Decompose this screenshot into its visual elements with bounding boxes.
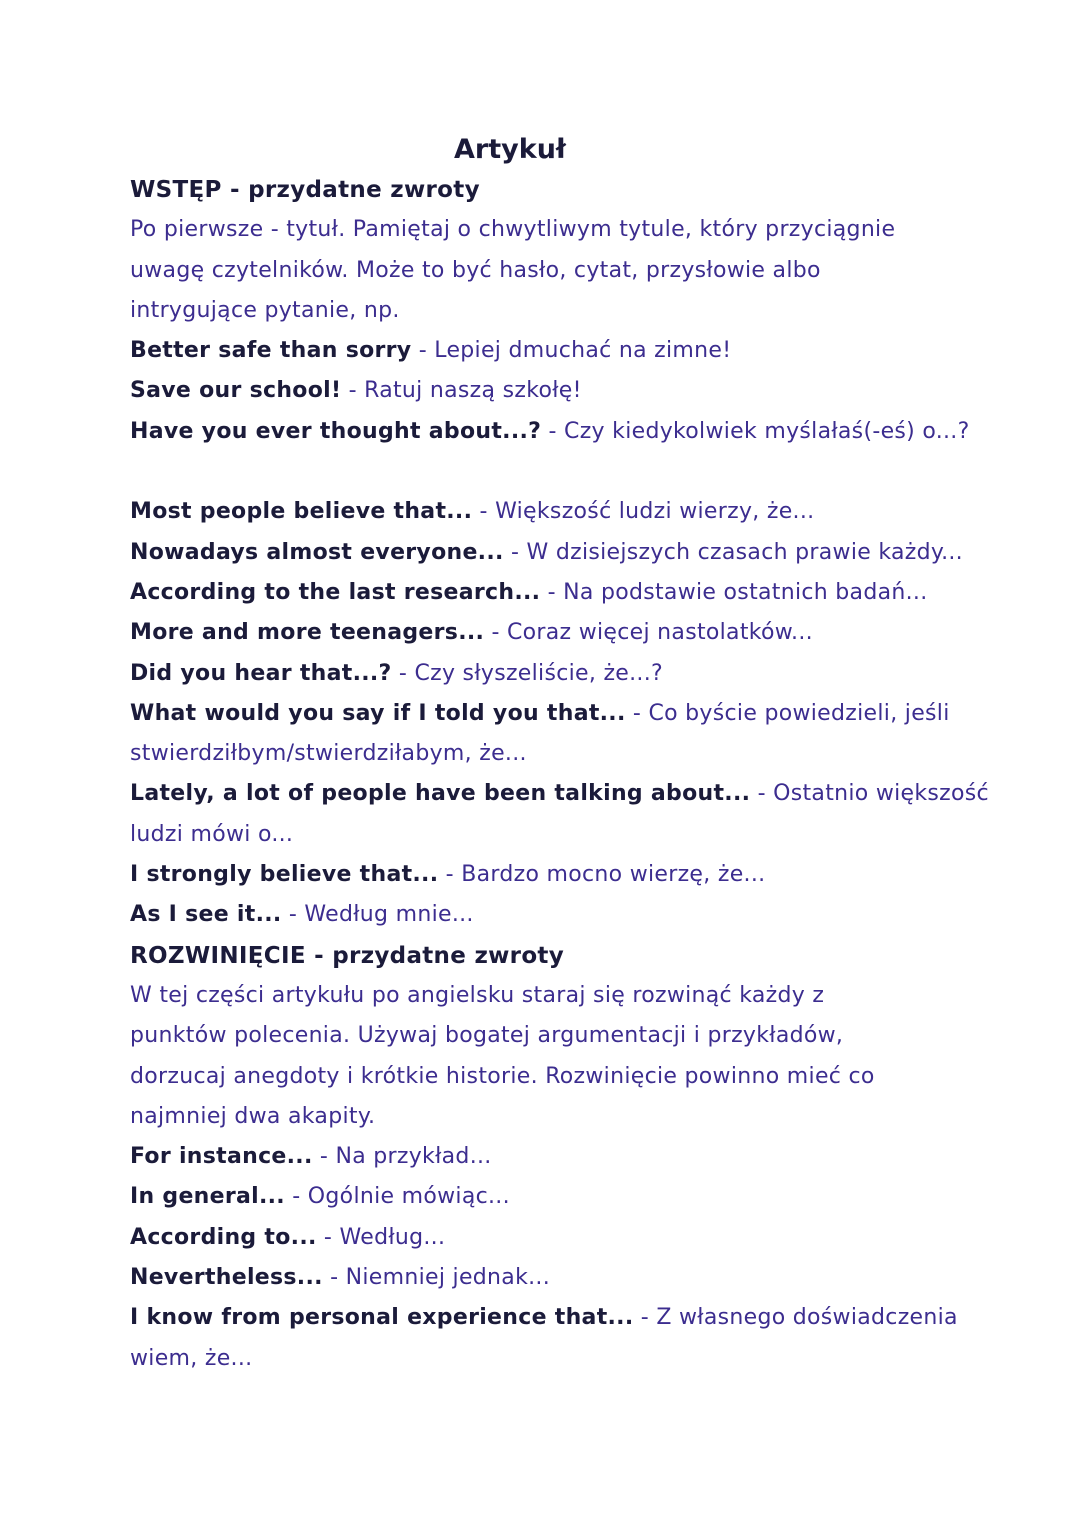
phrase-english: According to the last research... [130, 579, 541, 605]
phrase-line [130, 371, 960, 411]
phrase-polish: Bardzo mocno wierzę, że... [461, 862, 766, 888]
body-heading: ROZWINIĘCIE - przydatne zwroty [130, 942, 565, 969]
separator: - [281, 902, 305, 928]
phrase-english: In general... [130, 1184, 285, 1210]
phrase-english: For instance... [130, 1144, 313, 1170]
phrase-line [130, 1177, 960, 1217]
phrase-line [130, 1218, 960, 1258]
phrase-english: Lately, a lot of people have been talking about... [130, 781, 751, 807]
phrase-line [130, 492, 960, 532]
phrase-polish: Ostatnio większość [773, 781, 989, 807]
phrase-english: I strongly believe that... [130, 862, 439, 888]
separator: - [625, 700, 649, 726]
phrase-polish: Na podstawie ostatnich badań... [563, 579, 928, 605]
separator: - [391, 660, 415, 686]
separator: - [438, 862, 462, 888]
body-text-line: dorzucaj anegdoty i krótkie historie. Rozwinięcie powinno mieć co [130, 1063, 875, 1089]
separator: - [341, 378, 365, 404]
phrase-polish: Niemniej jednak... [345, 1265, 550, 1291]
separator: - [316, 1224, 340, 1250]
separator: - [322, 1265, 346, 1291]
phrase-polish: Ratuj naszą szkołę! [364, 378, 582, 404]
separator: - [540, 579, 564, 605]
phrase-line [130, 895, 960, 935]
body-text-line: W tej części artykułu po angielsku staraj się rozwinąć każdy z [130, 982, 825, 1008]
phrase-continuation: stwierdziłbym/stwierdziłabym, że... [130, 741, 527, 767]
phrase-english: Better safe than sorry [130, 338, 412, 364]
phrase-line [130, 331, 960, 371]
phrase-line [130, 613, 960, 653]
intro-text-line: intrygujące pytanie, np. [130, 297, 400, 323]
phrase-english: Nowadays almost everyone... [130, 539, 504, 565]
phrase-polish: Z własnego doświadczenia [656, 1305, 958, 1331]
phrase-english: Most people believe that... [130, 499, 473, 525]
phrase-polish: Coraz więcej nastolatków... [507, 620, 813, 646]
phrase-line [130, 573, 960, 613]
phrase-english: Save our school! [130, 378, 342, 404]
phrase-polish: Według... [339, 1224, 446, 1250]
body-text-line: najmniej dwa akapity. [130, 1103, 376, 1129]
phrase-english: I know from personal experience that... [130, 1305, 634, 1331]
phrase-polish: W dzisiejszych czasach prawie każdy... [526, 539, 963, 565]
phrase-continuation: ludzi mówi o... [130, 821, 294, 847]
phrase-line [130, 1137, 960, 1177]
phrase-line [130, 533, 963, 573]
phrase-line [130, 774, 989, 814]
phrase-polish: Czy kiedykolwiek myślałaś(-eś) o...? [564, 418, 970, 444]
phrase-polish: Co byście powiedzieli, jeśli [648, 700, 950, 726]
body-text-line: punktów polecenia. Używaj bogatej argumentacji i przykładów, [130, 1023, 844, 1049]
document-page [130, 130, 989, 1379]
phrase-line [130, 694, 960, 734]
intro-text-line: Po pierwsze - tytuł. Pamiętaj o chwytliwym tytule, który przyciągnie [130, 217, 896, 243]
phrase-polish: Większość ludzi wierzy, że... [495, 499, 815, 525]
separator: - [750, 781, 774, 807]
separator: - [503, 539, 527, 565]
phrase-english: Did you hear that...? [130, 660, 392, 686]
phrase-polish: Lepiej dmuchać na zimne! [434, 338, 732, 364]
separator: - [484, 620, 507, 646]
phrase-english: Have you ever thought about...? [130, 418, 542, 444]
intro-text-line: uwagę czytelników. Może to być hasło, cytat, przysłowie albo [130, 257, 821, 283]
separator: - [411, 338, 435, 364]
phrase-line [130, 1298, 960, 1338]
phrase-polish: Czy słyszeliście, że...? [414, 660, 663, 686]
phrase-line [130, 412, 970, 452]
phrase-line [130, 1258, 960, 1298]
separator: - [541, 418, 565, 444]
phrase-english: What would you say if I told you that... [130, 700, 626, 726]
spacer [130, 452, 960, 492]
phrase-english: Nevertheless... [130, 1265, 323, 1291]
separator: - [633, 1305, 657, 1331]
phrase-line [130, 654, 960, 694]
phrase-line [130, 855, 960, 895]
phrase-polish: Ogólnie mówiąc... [307, 1184, 510, 1210]
phrase-polish: Według mnie... [304, 902, 474, 928]
phrase-polish: Na przykład... [335, 1144, 492, 1170]
phrase-english: As I see it... [130, 902, 282, 928]
phrase-english: More and more teenagers... [130, 620, 485, 646]
separator: - [472, 499, 496, 525]
intro-heading: WSTĘP - przydatne zwroty [130, 177, 480, 203]
separator: - [312, 1144, 336, 1170]
phrase-english: According to... [130, 1224, 317, 1250]
document-title: Artykuł [454, 134, 566, 165]
separator: - [284, 1184, 308, 1210]
phrase-continuation: wiem, że... [130, 1345, 253, 1371]
